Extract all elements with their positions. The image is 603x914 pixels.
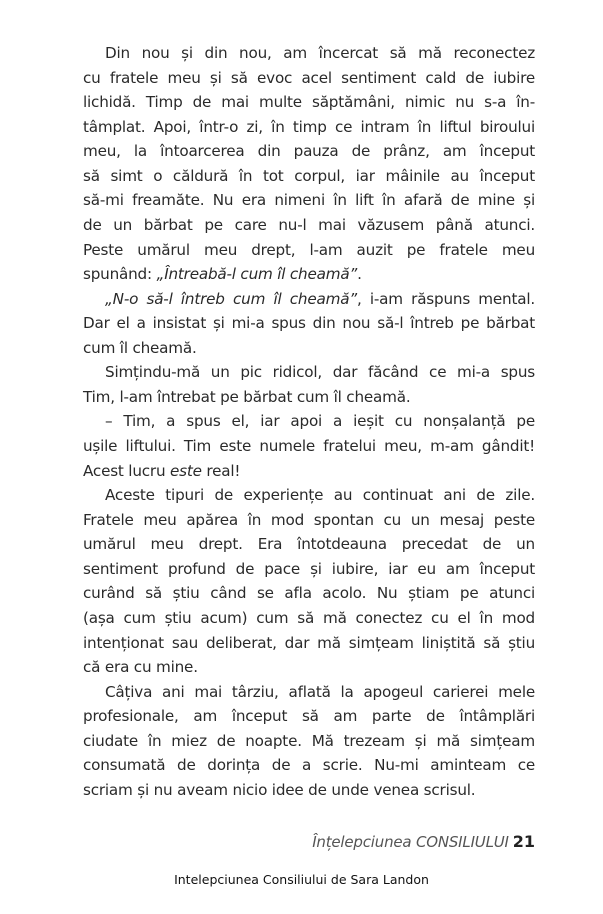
text-segment: Acest lucru xyxy=(83,461,171,480)
running-title: Înțelepciunea CONSILIULUI xyxy=(312,833,509,851)
text-segment: spunând: xyxy=(83,265,157,284)
text-line xyxy=(83,336,535,361)
text-segment: consumată de dorința de a scrie. Nu-mi aminteam ce xyxy=(83,756,535,775)
italic-text: „N-o să-l întreb cum îl cheamă” xyxy=(105,289,357,308)
text-line xyxy=(83,287,535,312)
text-segment: real! xyxy=(201,461,241,480)
text-segment: Fratele meu apărea în mod spontan cu un mesaj peste xyxy=(83,510,535,529)
text-segment: de un bărbat pe care nu-l mai văzusem până atunci. xyxy=(83,215,535,234)
text-segment: profesionale, am început să am parte de întâmplări xyxy=(83,707,535,726)
text-line xyxy=(83,606,535,631)
text-segment: ușile liftului. Tim este numele fratelui meu, m-am gândit! xyxy=(83,437,535,455)
paragraph xyxy=(83,680,535,803)
text-segment: – Tim, a spus el, iar apoi a ieșit cu nonșalanță pe xyxy=(105,412,535,431)
text-segment: cum îl cheamă. xyxy=(83,338,197,357)
book-caption: Intelepciunea Consiliului de Sara Landon xyxy=(174,872,429,887)
paragraph xyxy=(83,409,535,483)
text-segment: Dar el a insistat și mi-a spus din nou să-l întreb pe bărbat xyxy=(83,314,535,333)
text-line xyxy=(83,360,535,385)
text-segment: sentiment profund de pace și iubire, iar eu am început xyxy=(83,559,535,578)
text-line xyxy=(83,753,535,778)
text-segment: că era cu mine. xyxy=(83,658,198,677)
page-number: 21 xyxy=(512,832,535,851)
text-segment: să-mi freamăte. Nu era nimeni în lift în afară de mine și xyxy=(83,191,535,210)
text-segment: cu fratele meu și să evoc acel sentiment cald de iubire xyxy=(83,68,535,87)
text-line xyxy=(83,532,535,557)
text-segment: lichidă. Timp de mai multe săptămâni, nimic nu s-a în- xyxy=(83,93,535,112)
text-segment: , i-am răspuns mental. xyxy=(356,289,535,308)
text-line xyxy=(83,434,535,459)
text-line xyxy=(83,459,535,484)
text-line xyxy=(83,409,535,434)
text-segment: să simt o căldură în tot corpul, iar mâinile au început xyxy=(83,166,535,185)
text-segment: umărul meu drept. Era întotdeauna precedat de un xyxy=(83,535,535,554)
text-line xyxy=(83,66,535,91)
text-line xyxy=(83,385,535,410)
body-text xyxy=(83,41,535,802)
text-segment: Simțindu-mă un pic ridicol, dar făcând ce mi-a spus xyxy=(105,363,535,382)
text-segment: Peste umărul meu drept, l-am auzit pe fratele meu xyxy=(83,240,535,259)
paragraph xyxy=(83,360,535,409)
text-line xyxy=(83,655,535,680)
text-line xyxy=(83,188,535,213)
page-footer xyxy=(312,832,535,851)
text-line xyxy=(83,557,535,582)
text-segment: scriam și nu aveam nicio idee de unde venea scrisul. xyxy=(83,780,476,799)
text-segment: Aceste tipuri de experiențe au continuat ani de zile. xyxy=(105,486,535,505)
text-line xyxy=(83,238,535,263)
italic-text: este xyxy=(170,461,202,480)
text-segment: meu, la întoarcerea din pauza de prânz, am început xyxy=(83,142,535,161)
text-line xyxy=(83,631,535,656)
text-segment: Tim, l-am întrebat pe bărbat cum îl cheamă. xyxy=(83,387,411,406)
italic-text: „Întreabă-l cum îl cheamă” xyxy=(156,265,358,284)
text-line xyxy=(83,729,535,754)
text-line xyxy=(83,262,535,287)
paragraph xyxy=(83,41,535,287)
text-line xyxy=(83,680,535,705)
text-line xyxy=(83,778,535,803)
text-line xyxy=(83,508,535,533)
text-segment: ciudate în miez de noapte. Mă trezeam și mă simțeam xyxy=(83,731,535,750)
text-line xyxy=(83,90,535,115)
text-segment: intenționat sau deliberat, dar mă simțeam liniștită să știu xyxy=(83,633,535,652)
text-line xyxy=(83,311,535,336)
text-segment: Din nou și din nou, am încercat să mă reconectez xyxy=(105,44,535,62)
text-line xyxy=(83,115,535,140)
paragraph xyxy=(83,287,535,361)
paragraph xyxy=(83,483,535,680)
text-line xyxy=(83,581,535,606)
text-line xyxy=(83,164,535,189)
text-segment: . xyxy=(357,265,362,284)
text-segment: curând să știu când se afla acolo. Nu știam pe atunci xyxy=(83,584,535,603)
text-segment: (așa cum știu acum) cum să mă conectez cu el în mod xyxy=(83,608,535,627)
text-line xyxy=(83,213,535,238)
text-segment: Câțiva ani mai târziu, aflată la apogeul carierei mele xyxy=(105,682,535,701)
text-line xyxy=(83,41,535,66)
text-segment: tâmplat. Apoi, într-o zi, în timp ce intram în liftul biroului xyxy=(83,117,535,136)
text-line xyxy=(83,139,535,164)
text-line xyxy=(83,704,535,729)
text-line xyxy=(83,483,535,508)
